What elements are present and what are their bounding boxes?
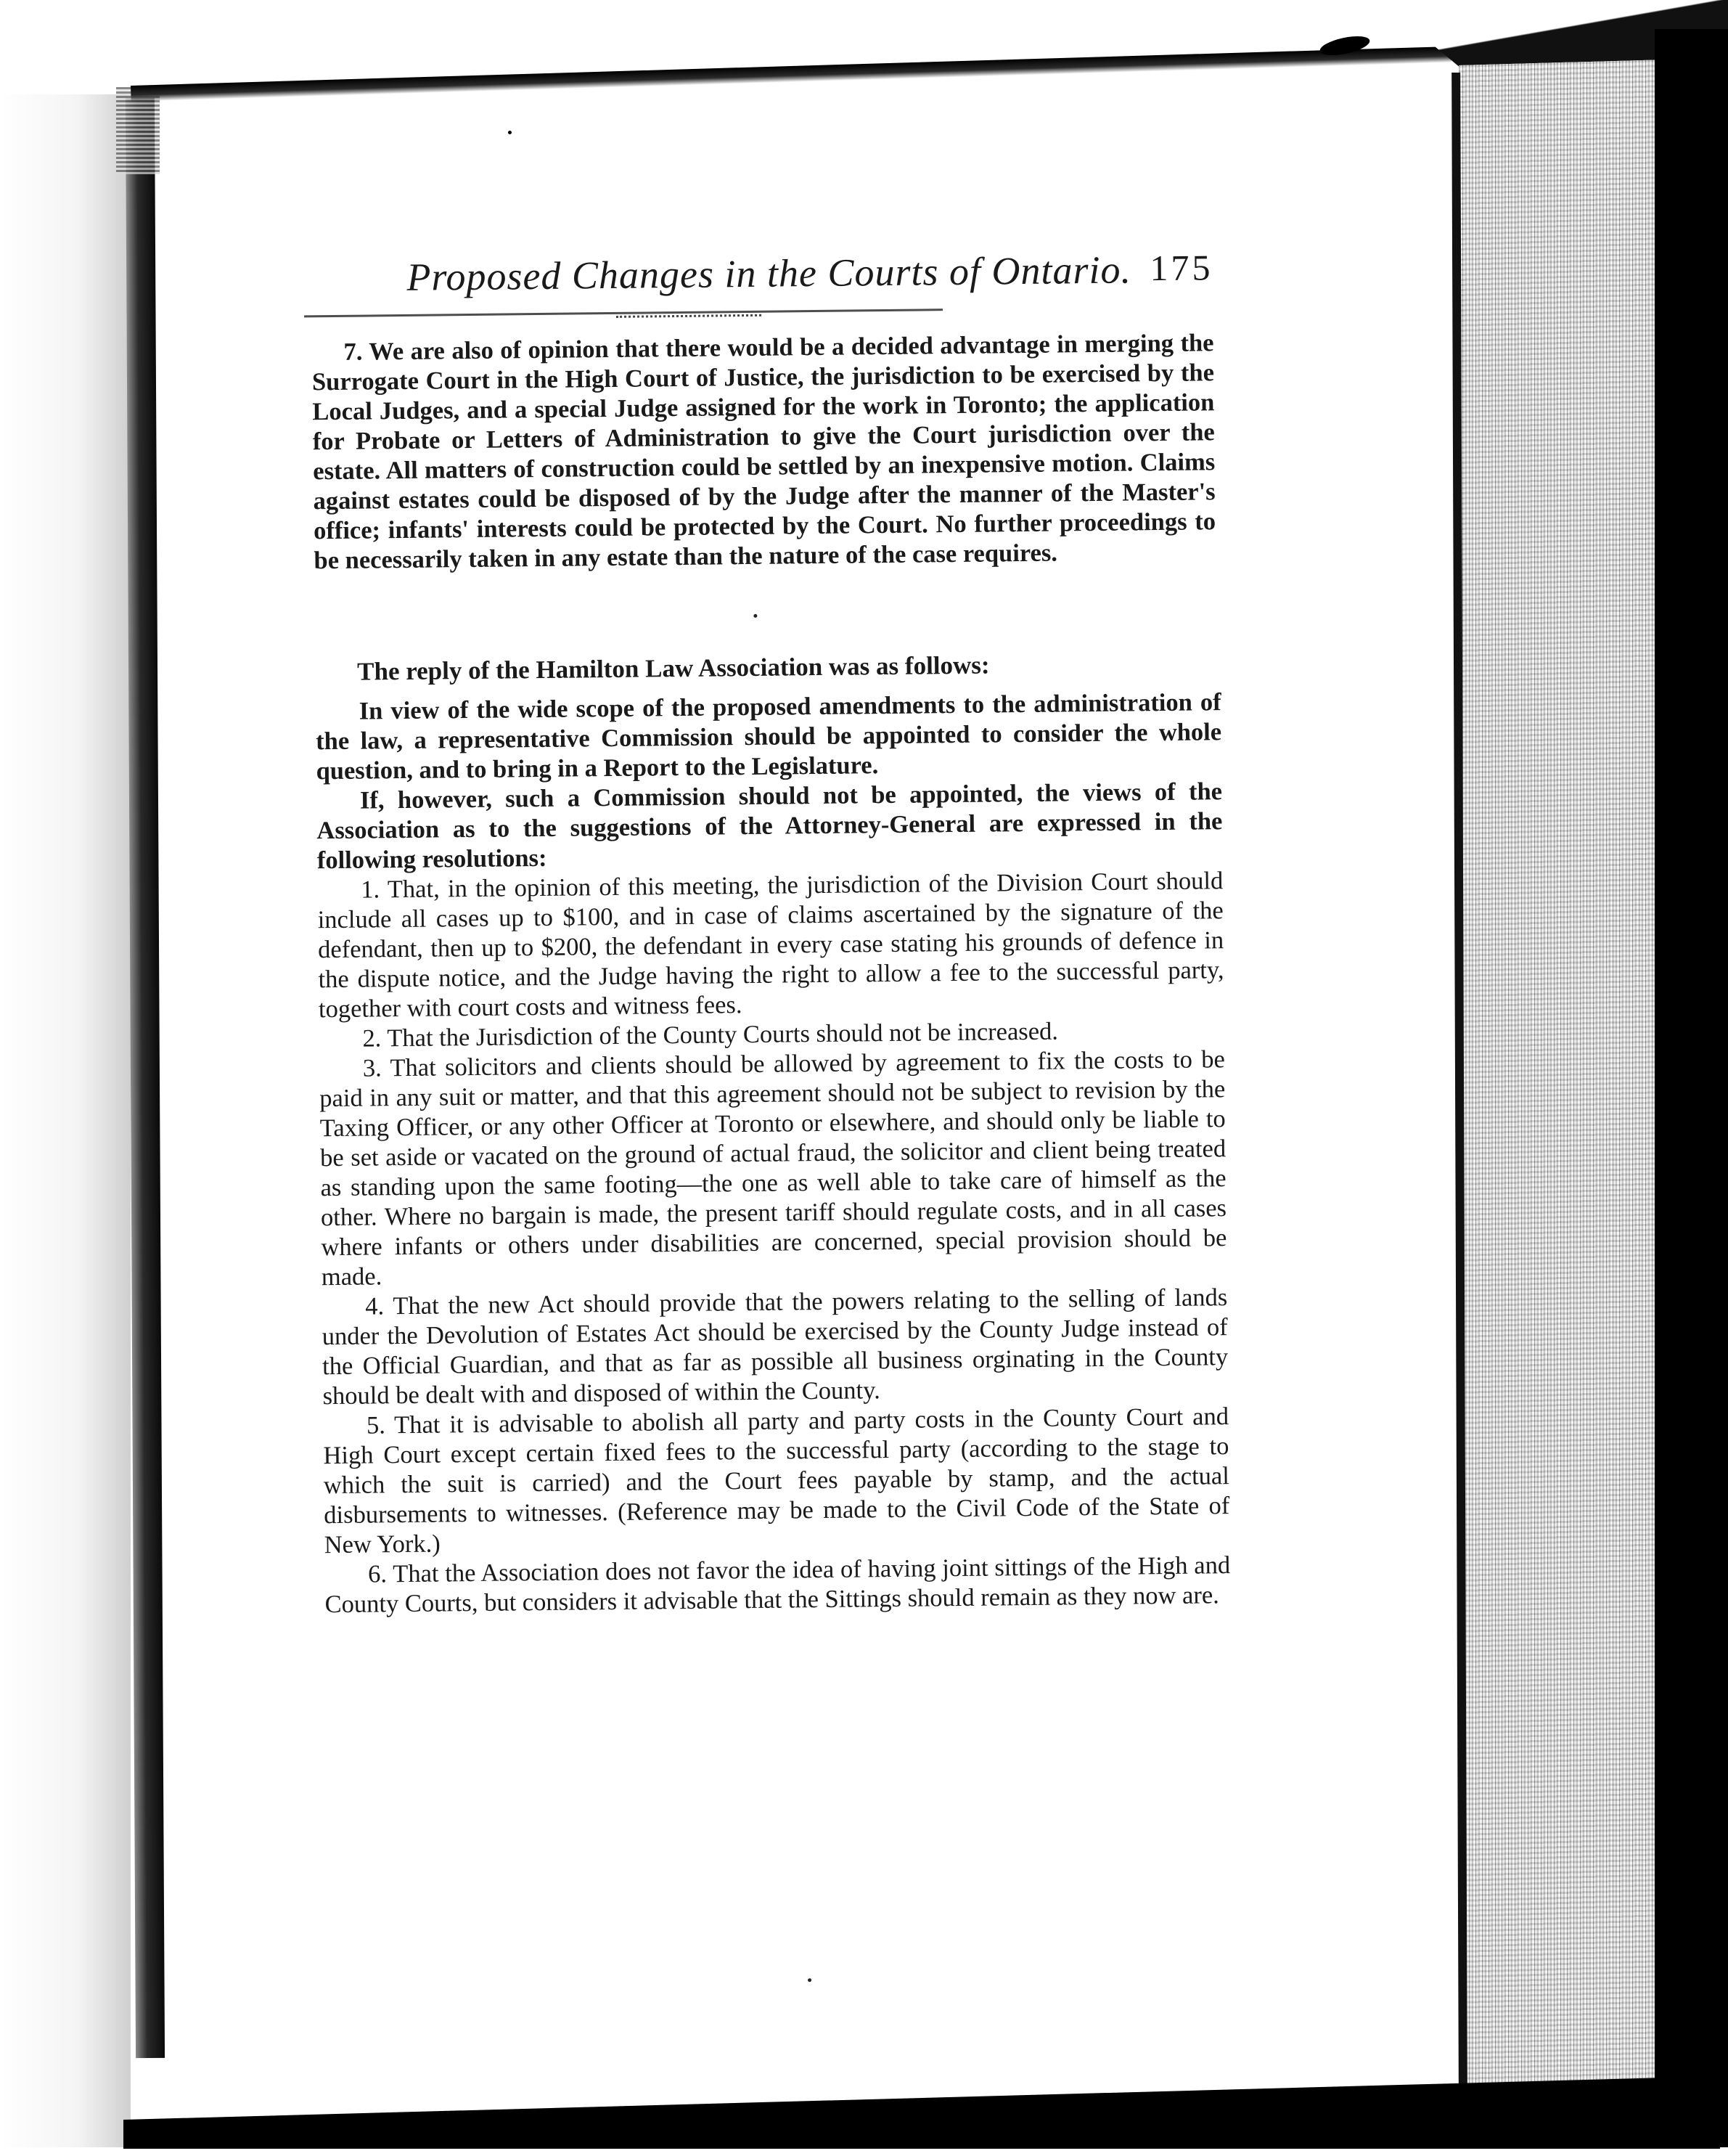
resolution-4: 4. That the new Act should provide that the powers relating to the selling of lands under the Devolution of Estates Act should be exercised by the County Judge instead of the Official Guardian, and that as far as possible all business orginating in the County should be dealt with and disposed of within the County. (322, 1283, 1229, 1410)
resolutions-block (316, 687, 1231, 1620)
reply-intro: The reply of the Hamilton Law Association was as follows: (356, 650, 990, 686)
page-number: 175 (1150, 247, 1213, 289)
running-head-title: Proposed Changes in the Courts of Ontario. (406, 248, 1132, 299)
resolution-2: 2. That the Jurisdiction of the County Courts should not be increased. (362, 1017, 1059, 1053)
resolution-3: 3. That solicitors and clients should be allowed by agreement to fix the costs to be paid in any suit or matter, and that this agreement should not be subject to revision by the Taxing Officer, or any other Officer at Toronto or elsewhere, and should only be liable to be set aside or vacated on the ground of actual fraud, the solicitor and client being treated as standing upon the same footing—the one as well able to take care of himself as the other. Where no bargain is made, the present tariff should regulate costs, and in all cases where infants or others under disabilities are concerned, special provision should be made. (319, 1045, 1227, 1291)
ornament-dot (753, 614, 757, 618)
item-7-paragraph: 7. We are also of opinion that there would be a decided advantage in merging the Surrogate Court in the High Court of Justice, the jurisdiction to be exercised by the Local Judges, and a special Judge assigned for the work in Toronto; the application for Probate or Letters of Administration to give the Court jurisdiction over the estate. All matters of construction could be settled by an inexpensive motion. Claims against estates could be disposed of by the Judge after the manner of the Master's office; infants' interests could be protected by the Court. No further proceedings to be necessarily taken in any estate than the nature of the case requires. (311, 329, 1216, 575)
reply-intro-block (357, 648, 1221, 686)
resolutions-intro-paragraph: If, however, such a Commission should not be appointed, the views of the Association as to the suggestions of the Attorney-General are expressed in the following resolutions: (316, 777, 1223, 875)
item-7-block (311, 328, 1216, 576)
commission-paragraph: In view of the wide scope of the proposed amendments to the administration of the law, a representative Commission should be appointed to consider the whole question, and to bring in a Report to the Legislature. (315, 688, 1222, 785)
ornament-dot (808, 1978, 811, 1982)
resolution-1: 1. That, in the opinion of this meeting, the jurisdiction of the Division Court should include all cases up to $100, and in case of claims ascertained by the signature of the defendant, then up to $200, the defendant in every case stating his grounds of defence in the dispute notice, and the Judge having the right to allow a fee to the successful party, together with court costs and witness fees. (317, 867, 1224, 1024)
resolution-5: 5. That it is advisable to abolish all party and party costs in the County Court and High Court except certain fixed fees to the successful party (according to the stage to which the suit is carried) and the Court fees payable by stamp, and the actual disbursements to witnesses. (Reference may be made to the Civil Code of the State of New York.) (323, 1402, 1230, 1559)
resolution-6: 6. That the Association does not favor the idea of having joint sittings of the High and County Courts, but considers it advisable that the Sittings should remain as they now are. (324, 1551, 1231, 1619)
header-rule-dotted (616, 314, 761, 318)
